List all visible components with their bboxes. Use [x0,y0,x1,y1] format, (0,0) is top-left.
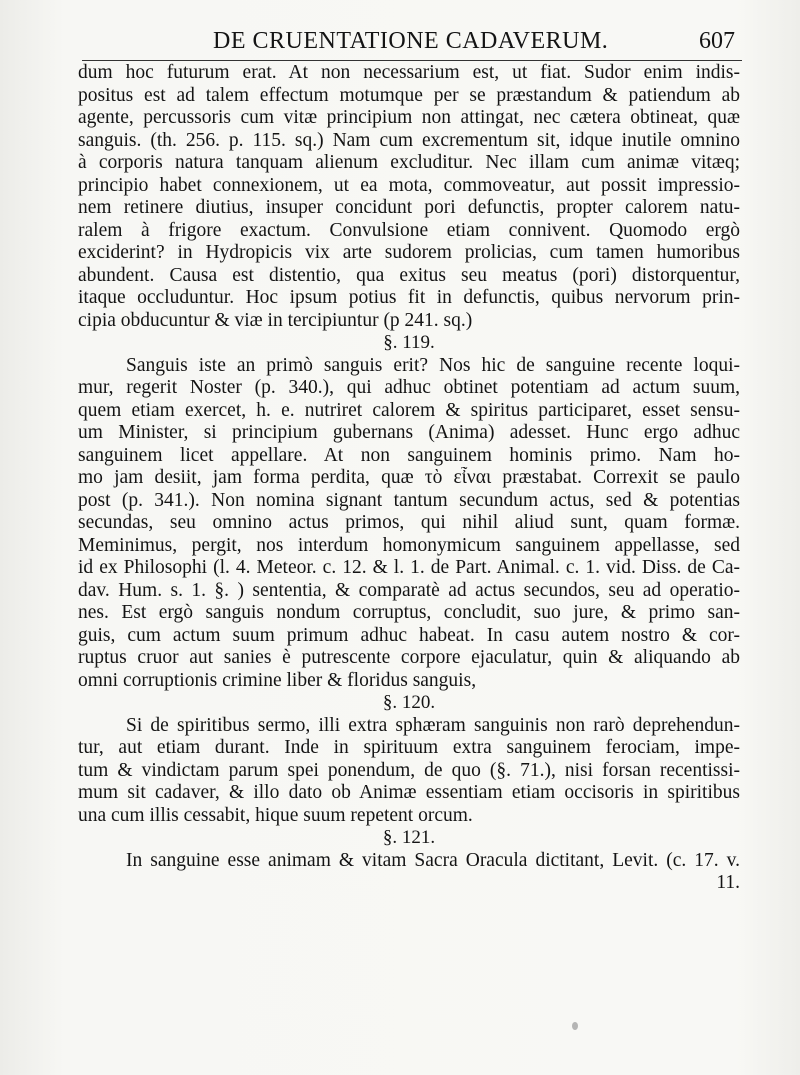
section-heading: §. 119. [383,332,435,353]
text-line: abundent. Causa est distentio, qua exitus seu meatus (pori) distorquentur, [78,264,740,286]
text-line: exciderint? in Hydropicis vix arte sudorem prolicias, cum tamen humoribus [78,242,740,263]
text-line: positus est ad talem effectum motumque per se præstandum & patiendum ab [78,84,740,106]
text-line: agente, percussoris cum vitæ principium non attingat, nec cætera obtineat, quæ [78,107,740,128]
text-line: Meminimus, pergit, nos interdum homonymicum sanguinem appellasse, sed [78,534,740,556]
text-line: tur, aut etiam durant. Inde in spirituum extra sanguinem ferociam, impe- [78,737,740,758]
text-line: Sanguis iste an primò sanguis erit? Nos hic de sanguine recente loqui- [126,354,740,376]
text-line: nem retinere diutius, insuper concidunt pori defunctis, propter calorem natu- [78,197,740,218]
text-line: secundas, seu omnino actus primos, qui nihil aliud sunt, quam formæ. [78,512,740,533]
text-line: dav. Hum. s. 1. §. ) sententia, & comparatè ad actus secundos, seu ad operatio- [78,579,740,601]
text-line: Si de spiritibus sermo, illi extra sphæram sanguinis non rarò deprehendun- [126,714,740,736]
running-title: DE CRUENTATIONE CADAVERUM. [213,28,609,54]
text-line: id ex Philosophi (l. 4. Meteor. c. 12. & l. 1. de Part. Animal. c. 1. vid. Diss. de Ca- [78,557,740,578]
text-line: cipia obducuntur & viæ in tercipiuntur (p 241. sq.) [78,309,473,331]
text-line: um Minister, si principium gubernans (Anima) adesset. Hunc ergo adhuc [78,422,740,443]
body-text [78,62,740,895]
text-line: In sanguine esse animam & vitam Sacra Oracula dictitant, Levit. (c. 17. v. [126,849,740,871]
page-number: 607 [699,28,735,54]
text-line: post (p. 341.). Non nomina signant tantum secundum actus, sed & potentias [78,489,740,511]
text-line: tum & vindictam parum spei ponendum, de quo (§. 71.), nisi forsan recentissi- [78,759,740,781]
ink-spot [572,1022,578,1030]
text-line: mum sit cadaver, & illo dato ob Animæ essentiam etiam occisoris in spiritibus [78,782,740,803]
text-line: dum hoc futurum erat. At non necessarium est, ut fiat. Sudor enim indis- [78,62,740,83]
text-line: itaque occluduntur. Hoc ipsum potius fit in defunctis, quibus nervorum prin- [78,287,740,308]
text-line: mur, regerit Noster (p. 340.), qui adhuc obtinet potentiam ad actum suum, [78,377,740,398]
text-line: mo jam desiit, jam forma perdita, quæ τὸ εἶναι præstabat. Correxit se paulo [78,467,740,488]
section-heading: §. 120. [382,692,436,713]
text-line: sanguis. (th. 256. p. 115. sq.) Nam cum excrementum sit, idque inutile omnino [78,129,740,151]
text-line: quem etiam exercet, h. e. nutriret calorem & spiritus participaret, esset sensu- [78,399,740,421]
text-line: una cum illis cessabit, hique suum repetent orcum. [78,804,473,826]
section-heading: §. 121. [382,827,436,848]
text-line: à corporis natura tanquam alienum excluditur. Nec illam cum animæ vitæq; [78,152,740,173]
catchword: 11. [716,872,740,893]
text-line: ruptus cruor aut sanies è putrescente corpore ejaculatur, quin & aliquando ab [78,647,740,668]
page-header [95,28,735,58]
text-line: omni corruptionis crimine liber & floridus sanguis, [78,669,477,691]
text-line: ralem à frigore exactum. Convulsione etiam connivent. Quomodo ergò [78,219,740,241]
text-line: guis, cum actum suum primum adhuc habeat. In casu autem nostro & cor- [78,624,740,646]
text-line: sanguinem licet appellare. At non sanguinem hominis primo. Nam ho- [78,444,740,466]
text-line: nes. Est ergò sanguis nondum corruptus, concludit, suo jure, & primo san- [78,602,740,623]
header-rule [82,60,742,61]
text-line: principio habet connexionem, ut ea mota, commoveatur, aut possit impressio- [78,174,740,196]
